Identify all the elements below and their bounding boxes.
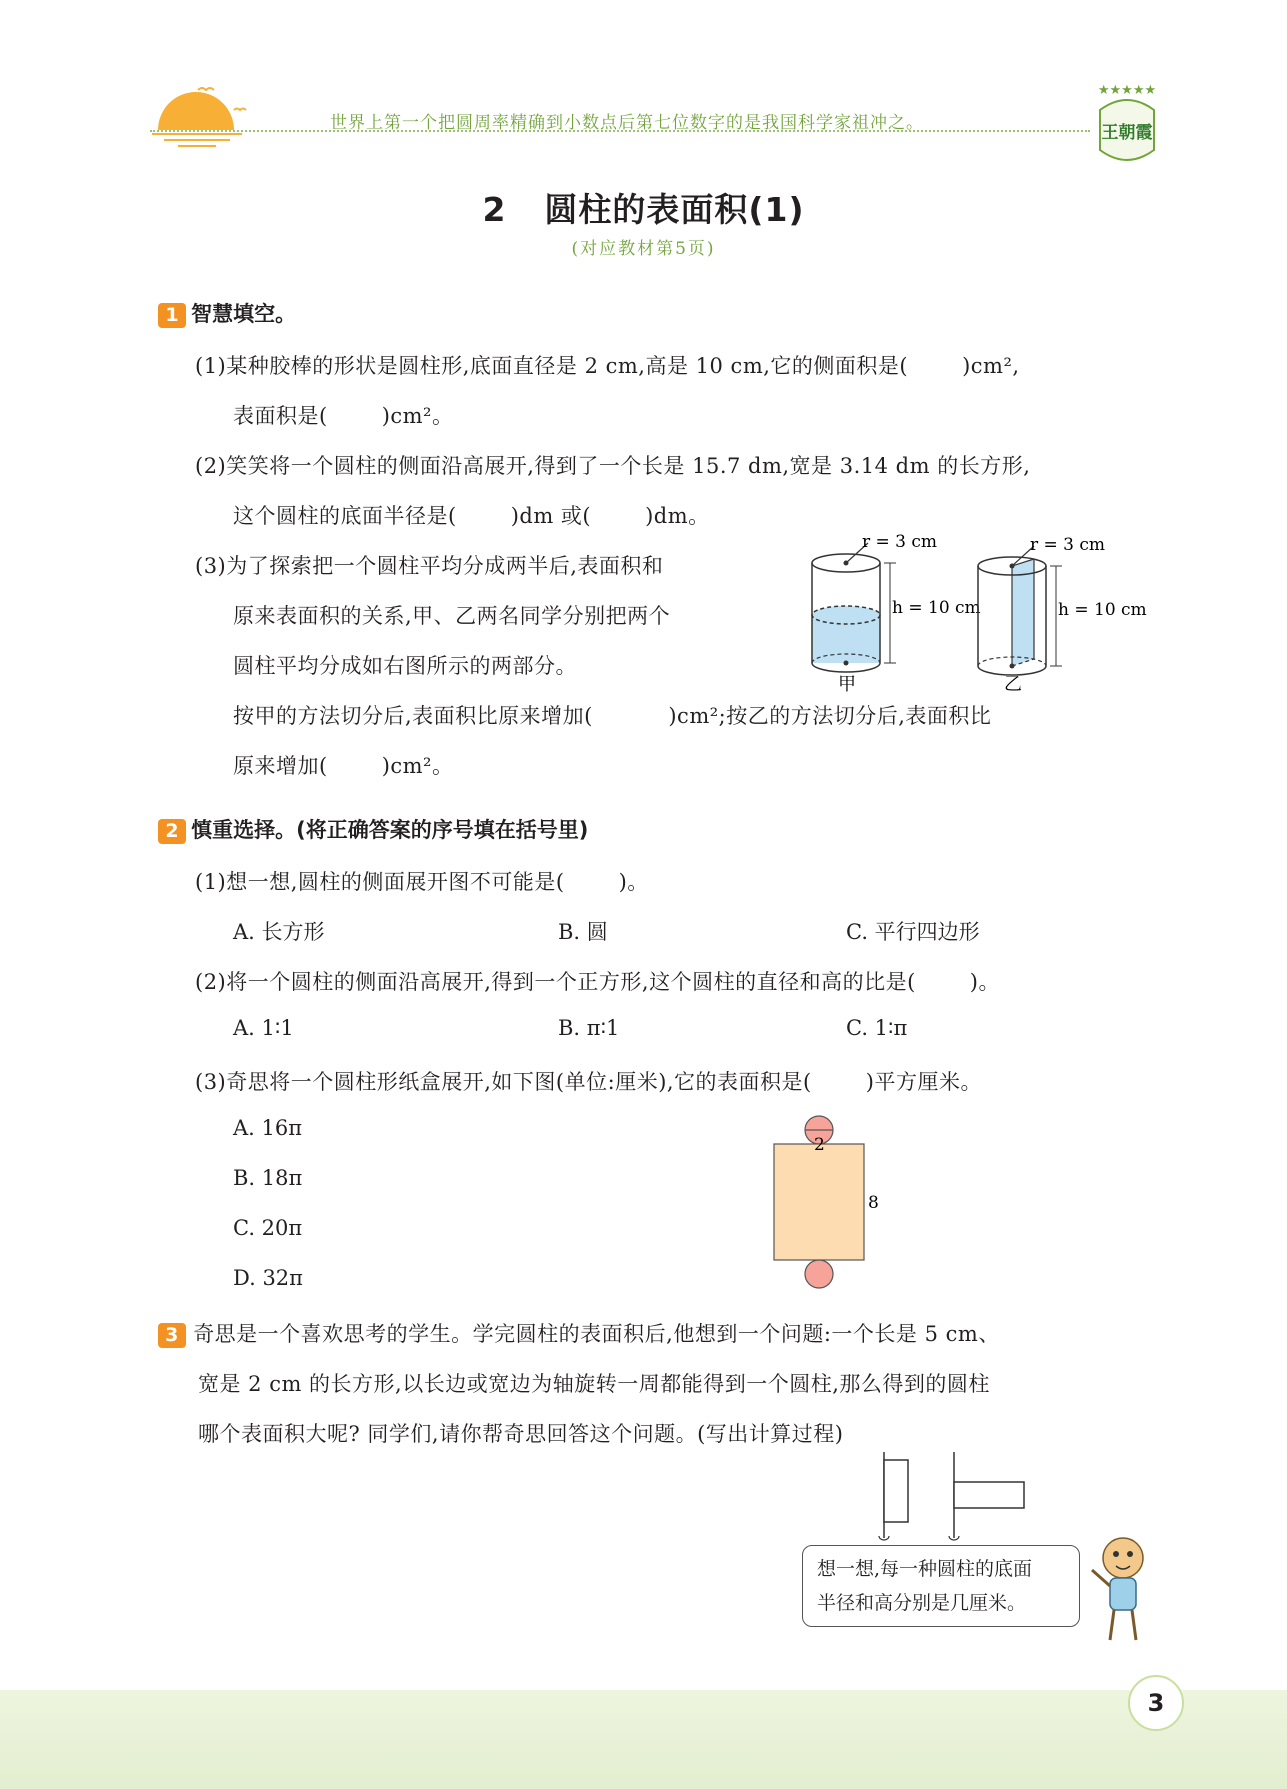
lesson-title <box>0 184 1287 231</box>
cyl-a-h-label: h = 10 cm <box>892 598 981 618</box>
s1-q2-line2: 这个圆柱的底面半径是( )dm 或( )dm。 <box>233 504 710 528</box>
cyl-b-name: 乙 <box>1004 674 1022 695</box>
s1-q3-line3: 圆柱平均分成如右图所示的两部分。 <box>233 654 577 678</box>
cylinder-net <box>760 1115 880 1295</box>
section1-title: 智慧填空。 <box>191 302 297 326</box>
hint-line2: 半径和高分别是几厘米。 <box>817 1592 1027 1614</box>
s2-q1-option-a: A. 长方形 <box>233 920 325 944</box>
s1-q3-line2: 原来表面积的关系,甲、乙两名同学分别把两个 <box>233 604 671 628</box>
s1-q1-line1: (1)某种胶棒的形状是圆柱形,底面直径是 2 cm,高是 10 cm,它的侧面积是( )cm², <box>195 354 1020 378</box>
logo-text: 王朝霞 <box>1101 123 1153 143</box>
s1-q3-line1: (3)为了探索把一个圆柱平均分成两半后,表面积和 <box>195 554 664 578</box>
s3-line3: 哪个表面积大呢? 同学们,请你帮奇思回答这个问题。(写出计算过程) <box>198 1422 844 1446</box>
s3-line2: 宽是 2 cm 的长方形,以长边或宽边为轴旋转一周都能得到一个圆柱,那么得到的圆柱 <box>198 1372 990 1396</box>
section2-title: 慎重选择。(将正确答案的序号填在括号里) <box>191 818 589 842</box>
logo-badge <box>1090 80 1164 172</box>
cyl-a-r-label: r = 3 cm <box>862 532 938 552</box>
mascot-icon <box>1088 1530 1158 1650</box>
section1-heading <box>158 298 296 328</box>
s3-line1 <box>158 1318 1000 1348</box>
s2-q3-option-d: D. 32π <box>233 1266 303 1290</box>
s2-q2: (2)将一个圆柱的侧面沿高展开,得到一个正方形,这个圆柱的直径和高的比是( )。 <box>195 970 1000 994</box>
sunset-icon <box>150 78 250 153</box>
section2-number: 2 <box>158 819 186 844</box>
s1-q3-line4: 按甲的方法切分后,表面积比原来增加( )cm²;按乙的方法切分后,表面积比 <box>233 704 992 728</box>
s2-q1-option-b: B. 圆 <box>558 920 608 944</box>
cylinder-b <box>978 535 1147 695</box>
footer-band <box>0 1690 1287 1789</box>
s2-q3-option-a: A. 16π <box>233 1116 303 1140</box>
section3-number: 3 <box>158 1323 186 1348</box>
s2-q2-option-b: B. π∶1 <box>558 1016 620 1040</box>
section1-number: 1 <box>158 303 186 328</box>
cyl-a-name: 甲 <box>838 674 856 695</box>
net-diameter-label: 2 <box>814 1135 825 1155</box>
cyl-b-h-label: h = 10 cm <box>1058 600 1147 620</box>
s1-q2-line1: (2)笑笑将一个圆柱的侧面沿高展开,得到了一个长是 15.7 dm,宽是 3.14 dm 的长方形, <box>195 454 1031 478</box>
section2-heading <box>158 814 588 844</box>
page-number: 3 <box>1128 1675 1184 1731</box>
s2-q1-option-c: C. 平行四边形 <box>846 920 980 944</box>
s3-line1-text: 奇思是一个喜欢思考的学生。学完圆柱的表面积后,他想到一个问题:一个长是 5 cm、 <box>193 1322 1000 1346</box>
hint-bubble <box>802 1545 1080 1627</box>
s2-q3-option-c: C. 20π <box>233 1216 303 1240</box>
cylinder-figures <box>800 525 1170 695</box>
lesson-title-text: 圆柱的表面积(1) <box>544 190 805 229</box>
svg-text:★★★★★: ★★★★★ <box>1097 83 1157 98</box>
s2-q3: (3)奇思将一个圆柱形纸盒展开,如下图(单位:厘米),它的表面积是( )平方厘米。 <box>195 1070 982 1094</box>
s1-q3-line5: 原来增加( )cm²。 <box>233 754 454 778</box>
s2-q3-option-b: B. 18π <box>233 1166 303 1190</box>
rotation-figure <box>870 1452 1040 1552</box>
s2-q2-option-c: C. 1∶π <box>846 1016 908 1040</box>
hint-line1: 想一想,每一种圆柱的底面 <box>817 1558 1033 1580</box>
lesson-subtitle: (对应教材第5页) <box>571 239 716 259</box>
cylinder-a <box>812 532 981 695</box>
cyl-b-r-label: r = 3 cm <box>1030 535 1106 555</box>
s2-q2-option-a: A. 1∶1 <box>233 1016 294 1040</box>
header-banner: 世界上第一个把圆周率精确到小数点后第七位数字的是我国科学家祖冲之。 <box>330 113 924 133</box>
net-height-label: 8 <box>868 1193 879 1213</box>
lesson-number: 2 <box>482 190 507 229</box>
s2-q1: (1)想一想,圆柱的侧面展开图不可能是( )。 <box>195 870 649 894</box>
s1-q1-line2: 表面积是( )cm²。 <box>233 404 454 428</box>
